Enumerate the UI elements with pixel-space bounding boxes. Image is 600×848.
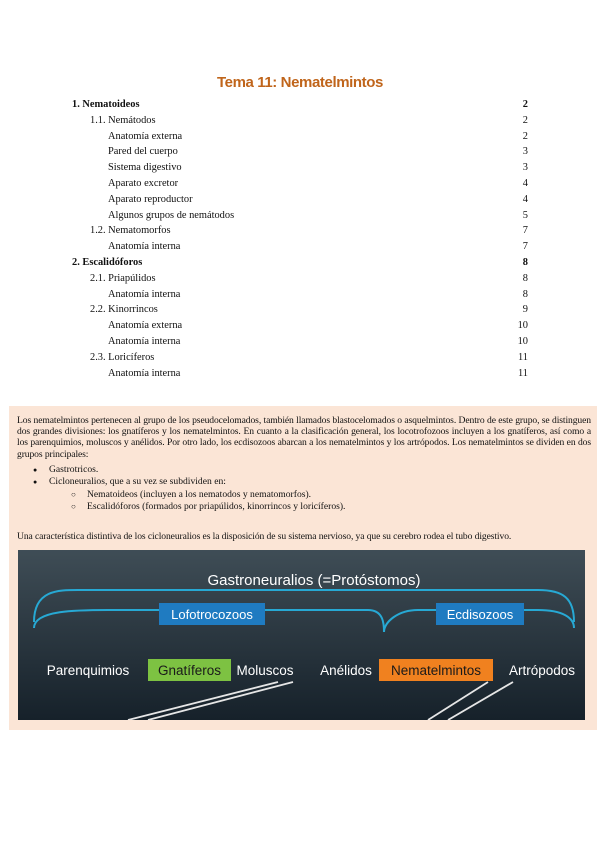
toc-entry-page: 2	[522, 114, 528, 126]
toc-entry-page: 7	[522, 241, 528, 253]
toc-entry-label: 2. Escalidóforos	[72, 256, 143, 268]
ecdisozoos-label: Ecdisozoos	[446, 607, 514, 622]
toc-entry[interactable]	[72, 287, 528, 303]
toc-entry-page: 8	[522, 256, 528, 268]
toc-entry[interactable]	[72, 176, 528, 192]
nematelmintos-label: Nematelmintos	[390, 663, 482, 678]
toc-entry-label: 2.2. Kinorrincos	[90, 304, 158, 316]
sub-list-item-text: Escalidóforos (formados por priapúlidos, kinorrincos y loricíferos).	[87, 501, 346, 513]
toc-entry-page: 2	[522, 99, 528, 110]
toc-entry-label: 1.2. Nematomorfos	[90, 225, 171, 237]
toc-entry-label: Pared del cuerpo	[108, 146, 178, 158]
toc-entry-page: 8	[522, 288, 528, 300]
list-item	[9, 476, 583, 513]
toc-entry-label: Anatomía externa	[108, 130, 183, 142]
toc-entry-label: 2.1. Priapúlidos	[90, 272, 156, 284]
toc-entry[interactable]	[72, 208, 528, 224]
sub-list	[49, 489, 583, 514]
sub-list-item	[49, 489, 583, 501]
toc-entry[interactable]	[72, 239, 528, 255]
main-list	[9, 464, 583, 514]
toc-entry[interactable]	[72, 97, 528, 113]
toc-entry[interactable]	[72, 255, 528, 271]
anelidos-label: Anélidos	[320, 663, 372, 678]
toc-entry-page: 11	[517, 367, 528, 379]
characteristic-paragraph: Una característica distintiva de los cicloneuralios es la disposición de su sistema nervioso, ya que su cerebro rodea el tubo digestivo.	[17, 531, 512, 542]
document-title: Tema 11: Nematelmintos	[217, 74, 383, 91]
toc-entry[interactable]	[72, 271, 528, 287]
toc-entry-label: Anatomía interna	[108, 288, 181, 300]
toc-entry-page: 5	[522, 209, 528, 221]
sub-list-item-text: Nematoideos (incluyen a los nematodos y nematomorfos).	[87, 488, 312, 500]
toc-entry-label: Anatomía interna	[108, 335, 181, 347]
toc-entry-page: 10	[517, 335, 528, 347]
toc-entry-label: Algunos grupos de nemátodos	[108, 209, 235, 221]
toc-entry[interactable]	[72, 366, 528, 382]
content-box	[9, 406, 597, 730]
toc-entry-page: 3	[522, 162, 528, 174]
gastroneuralios-label: Gastroneuralios (=Protóstomos)	[207, 572, 421, 589]
list-item-text: Cicloneuralios, que a su vez se subdividen en:	[49, 476, 226, 488]
toc-entry-page: 4	[522, 177, 528, 189]
toc-entry[interactable]	[72, 334, 528, 350]
parenquimios-label: Parenquimios	[46, 663, 130, 678]
toc-entry-label: 2.3. Loricíferos	[90, 351, 155, 363]
toc-entry-label: Anatomía interna	[108, 367, 181, 379]
toc-entry-page: 4	[522, 193, 528, 205]
toc-entry[interactable]	[72, 302, 528, 318]
sub-list-item	[49, 501, 583, 513]
toc-entry-label: Sistema digestivo	[108, 162, 182, 174]
phylogeny-diagram	[18, 550, 585, 720]
toc-entry-label: Anatomía externa	[108, 320, 183, 332]
gnatiferos-label: Gnatíferos	[157, 663, 222, 678]
toc-entry[interactable]	[72, 144, 528, 160]
toc-entry-page: 10	[517, 320, 528, 332]
toc-entry-page: 2	[522, 130, 528, 142]
toc-entry-label: 1.1. Nemátodos	[90, 114, 156, 126]
toc-entry[interactable]	[72, 129, 528, 145]
table-of-contents	[72, 97, 528, 381]
toc-entry-label: Aparato excretor	[108, 177, 179, 189]
toc-entry-page: 7	[522, 225, 528, 237]
toc-entry-page: 8	[522, 272, 528, 284]
toc-entry[interactable]	[72, 160, 528, 176]
toc-entry[interactable]	[72, 318, 528, 334]
list-item	[9, 464, 583, 476]
toc-entry-label: Anatomía interna	[108, 241, 181, 253]
toc-entry-page: 9	[522, 304, 528, 316]
artropodos-label: Artrópodos	[508, 663, 576, 678]
toc-entry-page: 3	[522, 146, 528, 158]
lofotrocozoos-label: Lofotrocozoos	[171, 607, 253, 622]
intro-paragraph: Los nematelmintos pertenecen al grupo de los pseudocelomados, también llamados blastocelomados o asquelmintos. Dentro de este grupo, se distinguen dos grandes divisiones: los gnatíferos y los nematelmintos. En cuanto a la clasificación general, los locotrofozoos incluyen a los gnatíferos, así como a los parenquimios, moluscos y anélidos. Por otro lado, los ecdisozoos abarcan a los nematelmintos y los artrópodos. Los nematelmintos se dividen en dos grupos principales:	[17, 415, 591, 460]
toc-entry-label: Aparato reproductor	[108, 193, 193, 205]
toc-entry[interactable]	[72, 223, 528, 239]
list-item-text: Gastrotricos.	[49, 464, 99, 475]
toc-entry[interactable]	[72, 113, 528, 129]
toc-entry-page: 11	[517, 351, 528, 363]
toc-entry-label: 1. Nematoideos	[72, 99, 140, 110]
toc-entry[interactable]	[72, 350, 528, 366]
moluscos-label: Moluscos	[236, 663, 294, 678]
toc-entry[interactable]	[72, 192, 528, 208]
